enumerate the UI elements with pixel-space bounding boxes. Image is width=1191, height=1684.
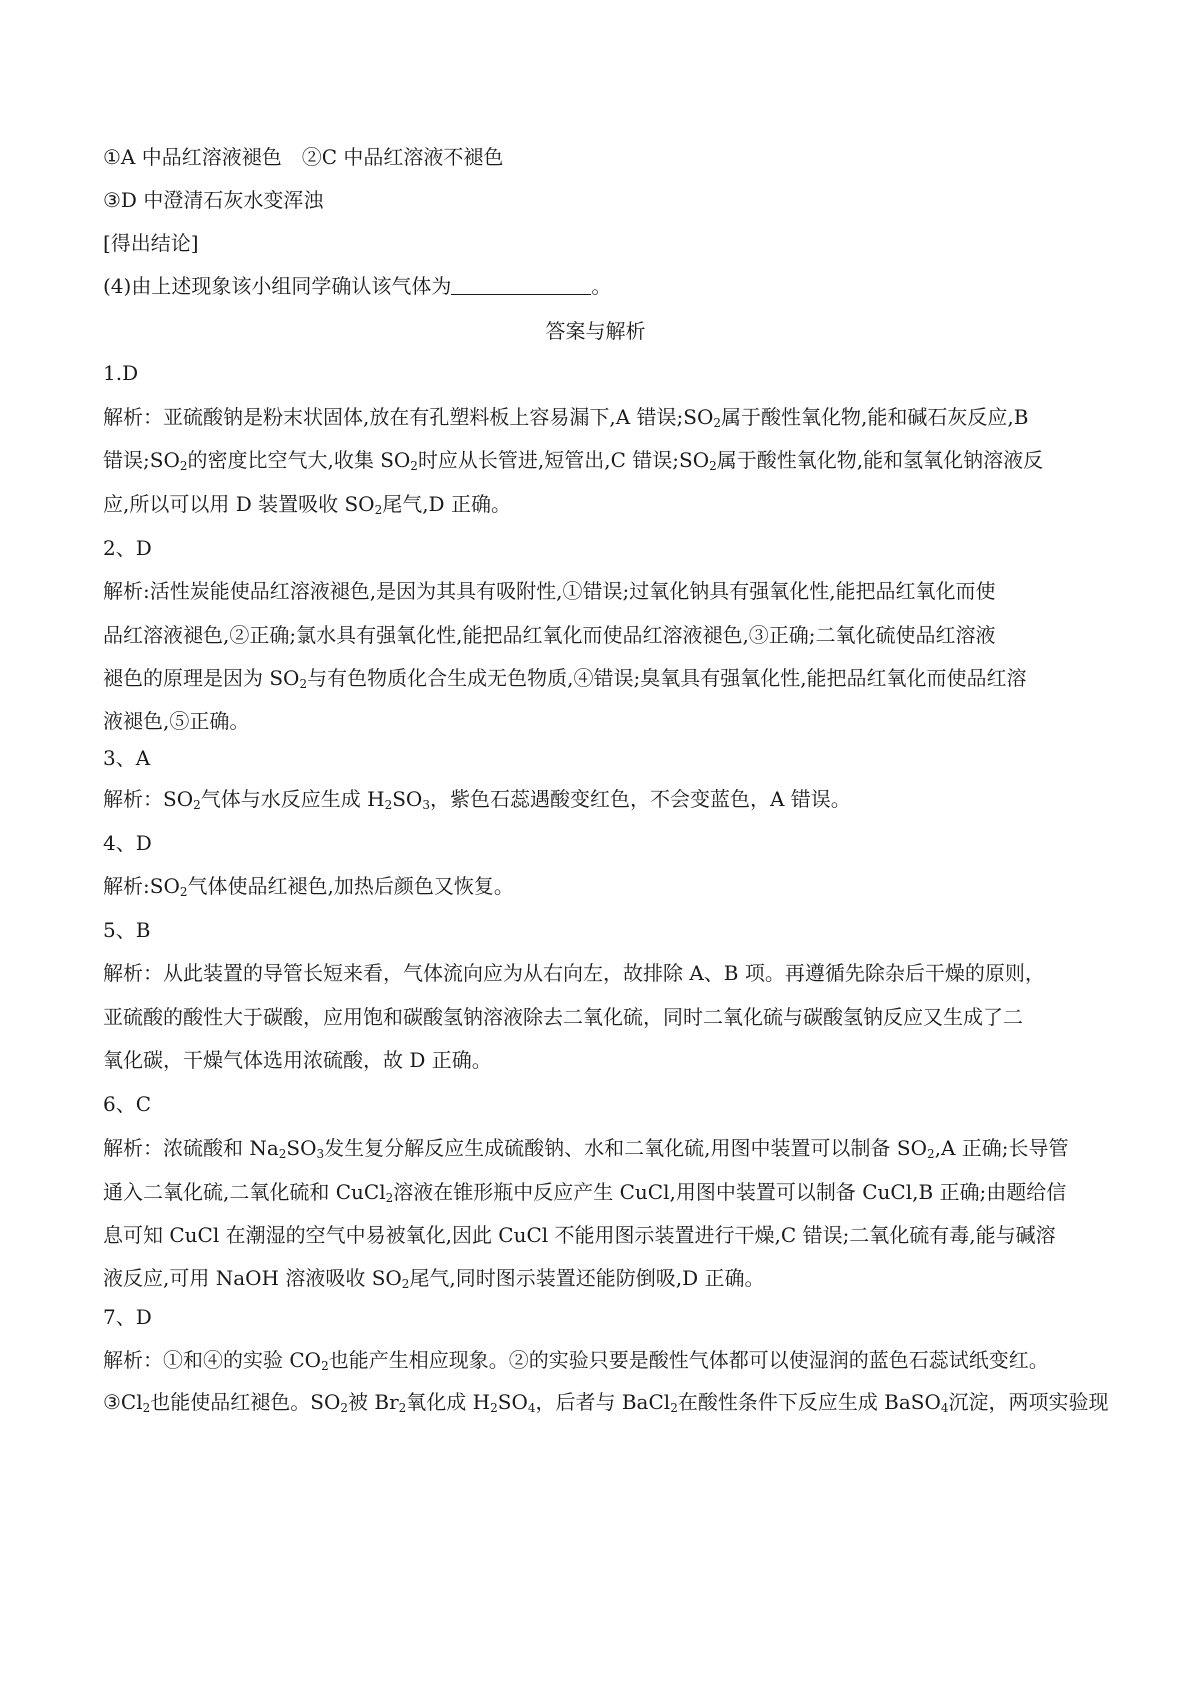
- explanation-line: [103, 1264, 1093, 1292]
- explanation-line: [103, 872, 1093, 900]
- explanation-text: 液褪色,⑤正确。: [103, 709, 250, 733]
- question-4-end: 。: [591, 274, 612, 298]
- answer-key: 2、D: [103, 536, 152, 560]
- answer-key: 5、B: [103, 918, 151, 942]
- answer-key: 1.D: [103, 361, 139, 385]
- subscript: 3: [422, 798, 430, 812]
- explanation-line: [103, 1221, 1093, 1249]
- subscript: 2: [179, 885, 188, 899]
- subscript: 2: [385, 1191, 394, 1205]
- subscript: 2: [321, 1359, 329, 1373]
- explanation-text: 气体使品红褪色,加热后颜色又恢复。: [187, 874, 514, 898]
- subscript: 2: [299, 677, 308, 691]
- subscript: 2: [410, 459, 418, 473]
- explanation-text: 解析：①和④的实验 CO: [103, 1348, 322, 1372]
- explanation-text: 属于酸性氧化物,能和氢氧化钠溶液反: [716, 448, 1044, 472]
- subscript: 4: [940, 1401, 949, 1415]
- explanation-text: 解析：SO: [103, 787, 194, 811]
- answer-blank: [451, 274, 591, 295]
- explanation-text: 解析：浓硫酸和 Na: [103, 1136, 279, 1160]
- explanation-text: 被 Br: [348, 1390, 399, 1414]
- answer-key: 7、D: [103, 1305, 152, 1329]
- observation-line-1: ①A 中品红溶液褪色 ②C 中品红溶液不褪色: [103, 145, 504, 169]
- explanation-line: [103, 959, 1093, 987]
- explanation-text: 沉淀，两项实验现: [948, 1390, 1109, 1414]
- answer-key: 4、D: [103, 831, 152, 855]
- explanation-line: [103, 1134, 1093, 1162]
- subscript: 2: [179, 459, 188, 473]
- subscript: 2: [490, 1401, 498, 1415]
- explanation-text: 属于酸性氧化物,能和碱石灰反应,B: [721, 405, 1029, 429]
- subscript: 2: [340, 1401, 349, 1415]
- subscript: 2: [142, 1401, 151, 1415]
- explanation-text: 也能产生相应现象。②的实验只要是酸性气体都可以使湿润的蓝色石蕊试纸变红。: [328, 1348, 1049, 1372]
- explanation-text: 氧化碳，干燥气体选用浓硫酸，故 D 正确。: [103, 1048, 492, 1072]
- explanation-text: SO: [497, 1390, 528, 1414]
- explanation-line: [103, 621, 1093, 649]
- explanation-text: 解析:SO: [103, 874, 180, 898]
- explanation-line: [103, 785, 1093, 813]
- explanation-text: ,A 正确;长导管: [934, 1136, 1069, 1160]
- explanation-text: 液反应,可用 NaOH 溶液吸收 SO: [103, 1266, 402, 1290]
- subscript: 2: [670, 1401, 678, 1415]
- explanation-line: [103, 1388, 1109, 1416]
- explanation-text: 尾气,D 正确。: [382, 492, 511, 516]
- subscript: 2: [926, 1147, 935, 1161]
- explanation-line: [103, 490, 1093, 518]
- explanation-line: [103, 707, 1093, 735]
- explanation-text: 应,所以可以用 D 装置吸收 SO: [103, 492, 375, 516]
- explanation-text: 也能使品红褪色。SO: [150, 1390, 341, 1414]
- explanation-text: 的密度比空气大,收集 SO: [187, 448, 411, 472]
- subscript: 2: [193, 798, 201, 812]
- explanation-line: [103, 1178, 1093, 1206]
- explanation-line: [103, 446, 1093, 474]
- conclusion-heading: [得出结论]: [103, 231, 199, 255]
- subscript: 2: [709, 459, 717, 473]
- explanation-text: 息可知 CuCl 在潮湿的空气中易被氧化,因此 CuCl 不能用图示装置进行干燥,C 错误;二氧化硫有毒,能与碱溶: [103, 1223, 1056, 1247]
- explanation-text: 解析：亚硫酸钠是粉末状固体,放在有孔塑料板上容易漏下,A 错误;SO: [103, 405, 714, 429]
- subscript: 2: [278, 1147, 287, 1161]
- subscript: 2: [374, 503, 383, 517]
- explanation-text: 在酸性条件下反应生成 BaSO: [677, 1390, 941, 1414]
- subscript: 3: [316, 1147, 325, 1161]
- explanation-text: 发生复分解反应生成硫酸钠、水和二氧化硫,用图中装置可以制备 SO: [324, 1136, 927, 1160]
- explanation-text: ③Cl: [103, 1390, 143, 1414]
- explanation-line: [103, 1346, 1093, 1374]
- answer-key: 6、C: [103, 1092, 152, 1116]
- subscript: 2: [713, 416, 721, 430]
- explanation-line: [103, 1003, 1093, 1031]
- explanation-text: 溶液在锥形瓶中反应产生 CuCl,用图中装置可以制备 CuCl,B 正确;由题给信: [393, 1180, 1067, 1204]
- explanation-text: 亚硫酸的酸性大于碳酸，应用饱和碳酸氢钠溶液除去二氧化硫，同时二氧化硫与碳酸氢钠反应又生成了二: [103, 1005, 1023, 1029]
- explanation-line: [103, 1046, 1093, 1074]
- explanation-line: [103, 577, 1093, 605]
- explanation-line: [103, 403, 1093, 431]
- subscript: 2: [384, 798, 393, 812]
- explanation-text: 品红溶液褪色,②正确;氯水具有强氧化性,能把品红氧化而使品红溶液褪色,③正确;二氧化硫使品红溶液: [103, 623, 996, 647]
- subscript: 2: [401, 1277, 410, 1291]
- explanation-text: 氧化成 H: [406, 1390, 491, 1414]
- observation-line-2: ③D 中澄清石灰水变浑浊: [103, 188, 324, 212]
- question-4: [103, 272, 1093, 300]
- explanation-text: 尾气,同时图示装置还能防倒吸,D 正确。: [409, 1266, 765, 1290]
- explanation-text: 时应从长管进,短管出,C 错误;SO: [417, 448, 710, 472]
- subscript: 4: [527, 1401, 536, 1415]
- explanation-text: 与有色物质化合生成无色物质,④错误;臭氧具有强氧化性,能把品红氧化而使品红溶: [307, 666, 1027, 690]
- subscript: 2: [398, 1401, 407, 1415]
- explanation-line: [103, 664, 1093, 692]
- explanation-text: ，紫色石蕊遇酸变红色，不会变蓝色，A 错误。: [429, 787, 851, 811]
- explanation-text: 通入二氧化硫,二氧化硫和 CuCl: [103, 1180, 386, 1204]
- explanation-text: SO: [392, 787, 423, 811]
- answer-key: 3、A: [103, 746, 151, 770]
- answer-section-title: 答案与解析: [545, 319, 646, 343]
- explanation-text: 褪色的原理是因为 SO: [103, 666, 300, 690]
- question-4-text: (4)由上述现象该小组同学确认该气体为: [103, 274, 452, 298]
- explanation-text: 解析:活性炭能使品红溶液褪色,是因为其具有吸附性,①错误;过氧化钠具有强氧化性,能把品红氧化而使: [103, 579, 996, 603]
- explanation-text: 错误;SO: [103, 448, 180, 472]
- explanation-text: SO: [286, 1136, 317, 1160]
- explanation-text: 气体与水反应生成 H: [200, 787, 385, 811]
- explanation-text: ，后者与 BaCl: [535, 1390, 671, 1414]
- explanation-text: 解析：从此装置的导管长短来看，气体流向应为从右向左，故排除 A、B 项。再遵循先除杂后干燥的原则，: [103, 961, 1045, 985]
